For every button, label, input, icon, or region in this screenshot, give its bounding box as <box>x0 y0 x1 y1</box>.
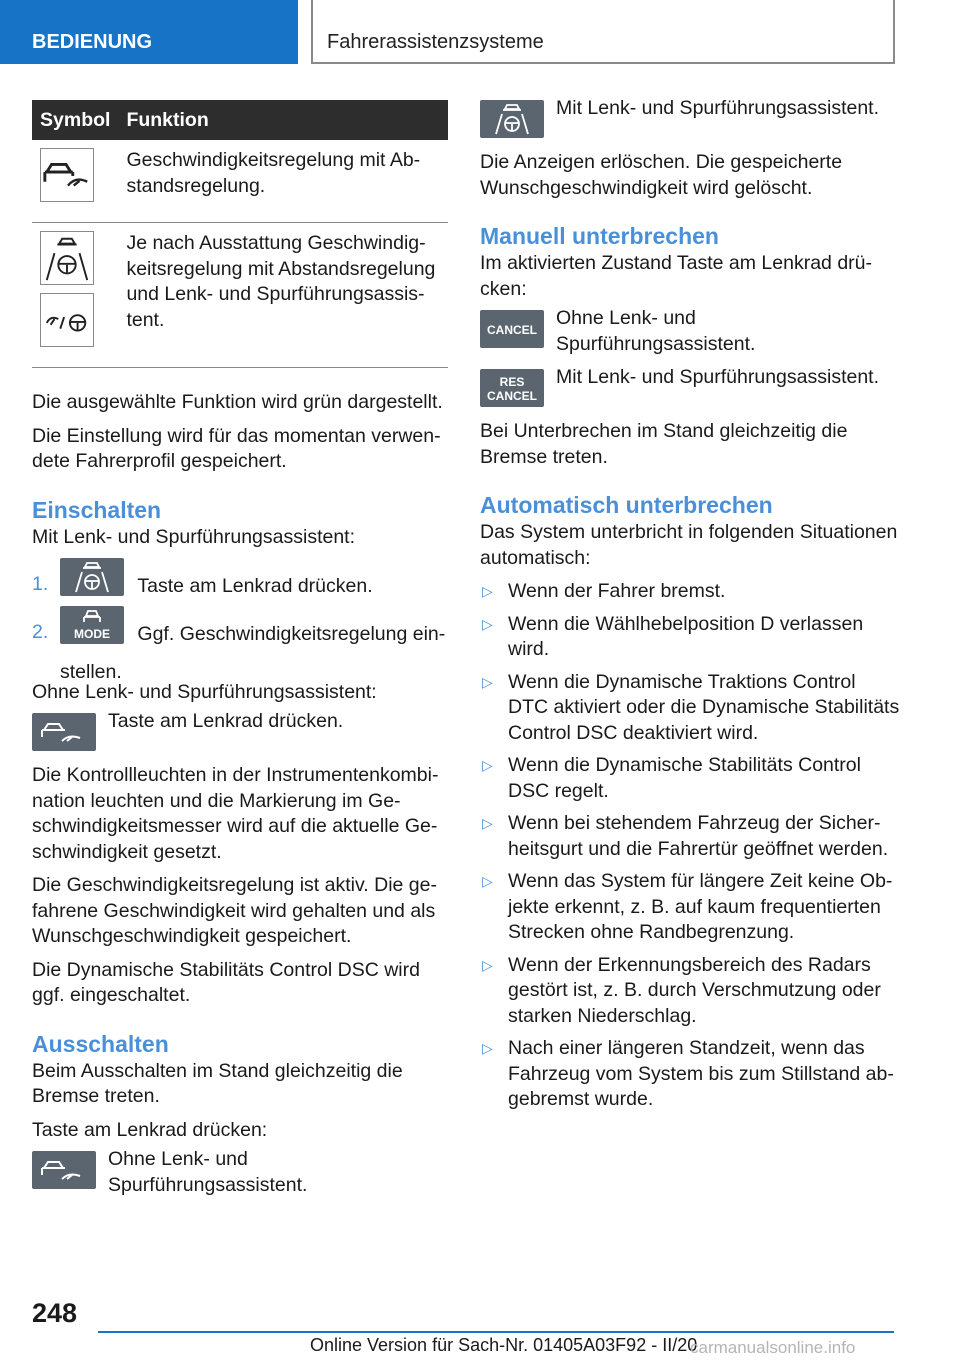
bullet-text: Wenn bei stehendem Fahrzeug der Sicher-heitsgurt und die Fahrertür geöffnet werden. <box>508 812 889 860</box>
res-cancel-button-icon <box>480 369 544 407</box>
acc-steering-icon <box>40 293 94 347</box>
bullet-text: Wenn die Dynamische Traktions Control DTC aktiviert oder die Dynamische Stabilitäts Control DSC deaktiviert wird. <box>508 670 900 744</box>
footer-online-version: Online Version für Sach-Nr. 01405A03F92 - II/20 <box>310 1335 698 1355</box>
steering-assist-button-icon <box>480 100 544 138</box>
acc-distance-icon <box>40 148 94 202</box>
page-number: 248 <box>32 1298 78 1328</box>
triangle-bullet-icon: ▷ <box>482 1040 493 1056</box>
paragraph: Taste am Lenkrad drücken: <box>32 1118 268 1141</box>
row-text: Mit Lenk- und Spurführungsassistent. <box>556 97 880 119</box>
paragraph: Bei Unterbrechen im Stand gleichzeitig die Bremse treten. <box>480 420 848 468</box>
bullet-text: Nach einer längeren Standzeit, wenn das Fahrzeug vom System bis zum Stillstand ab-gebremst wurde. <box>508 1037 894 1110</box>
function-cell: Geschwindigkeitsregelung mit Ab-standsregelung. <box>118 140 448 223</box>
col-symbol-header: Symbol <box>32 100 118 140</box>
icon-row <box>480 97 900 138</box>
list-item <box>480 579 900 605</box>
list-item <box>480 953 900 1030</box>
bullet-text: Wenn die Dynamische Stabilitäts Control DSC regelt. <box>508 754 861 802</box>
paragraph: Die Geschwindigkeitsregelung ist aktiv. Die ge-fahrene Geschwindigkeit wird gehalten und als Wunschgeschwindigkeit gespeichert. <box>32 874 437 947</box>
symbol-cell <box>32 140 118 223</box>
icon-row <box>32 710 448 751</box>
footer-divider <box>98 1331 894 1333</box>
bullet-text: Wenn die Wählhebelposition D verlassen wird. <box>508 612 864 660</box>
list-item <box>480 753 900 804</box>
steps-list <box>32 558 448 683</box>
paragraph: Die ausgewählte Funktion wird grün dargestellt. <box>32 391 443 413</box>
list-item <box>480 612 900 663</box>
right-column <box>480 97 900 1120</box>
step-text: Taste am Lenkrad drücken. <box>137 575 373 597</box>
heading-ausschalten: Ausschalten <box>32 1030 169 1057</box>
mode-label: MODE <box>74 627 110 641</box>
watermark: carmanualsonline.info <box>690 1338 856 1357</box>
acc-button-icon <box>32 1151 96 1189</box>
row-text: Taste am Lenkrad drücken. <box>108 710 344 732</box>
symbol-table <box>32 100 448 368</box>
step-text: Ggf. Geschwindigkeitsregelung ein-stellen. <box>60 623 446 683</box>
triangle-bullet-icon: ▷ <box>482 956 493 973</box>
step-number: 2. <box>32 621 49 643</box>
list-item <box>32 558 448 596</box>
triangle-bullet-icon: ▷ <box>482 815 493 831</box>
paragraph: Die Einstellung wird für das momentan verwen-dete Fahrerprofil gespeichert. <box>32 424 441 472</box>
triangle-bullet-icon: ▷ <box>482 673 493 690</box>
table-row <box>32 140 448 223</box>
list-item <box>32 606 448 683</box>
col-function-header: Funktion <box>118 100 448 140</box>
steering-assist-button-icon <box>60 558 124 596</box>
steering-assist-icon <box>40 231 94 285</box>
res-label: RES <box>499 375 525 389</box>
heading-manuell: Manuell unterbrechen <box>480 223 719 249</box>
triangle-bullet-icon: ▷ <box>482 583 493 599</box>
cancel-label: CANCEL <box>487 323 537 337</box>
paragraph: Beim Ausschalten im Stand gleichzeitig die Bremse treten. <box>32 1059 403 1107</box>
heading-einschalten: Einschalten <box>32 496 162 523</box>
paragraph: Mit Lenk- und Spurführungsassistent: <box>32 525 356 548</box>
function-cell: Je nach Ausstattung Geschwindig-keitsregelung mit Abstandsregelung und Lenk- und Spurführungsassis-tent. <box>118 223 448 368</box>
triangle-bullet-icon: ▷ <box>482 615 493 632</box>
heading-automatisch: Automatisch unterbrechen <box>480 492 773 518</box>
table-row <box>32 223 448 368</box>
acc-button-icon <box>32 713 96 751</box>
bullet-text: Wenn der Erkennungsbereich des Radars gestört ist, z. B. durch Verschmutzung oder starken Niederschlag. <box>508 953 881 1027</box>
icon-row <box>480 307 900 357</box>
row-text: Ohne Lenk- und Spurführungsassistent. <box>556 307 756 355</box>
list-item <box>480 1036 900 1113</box>
icon-row <box>480 366 900 407</box>
paragraph: Die Anzeigen erlöschen. Die gespeicherte Wunschgeschwindigkeit wird gelöscht. <box>480 151 843 199</box>
row-text: Ohne Lenk- und Spurführungsassistent. <box>108 1148 308 1196</box>
paragraph: Die Kontrollleuchten in der Instrumentenkombi-nation leuchten und die Markierung im Ge-schwindigkeitsmesser wird auf die aktuelle Ge-schwindigkeit gesetzt. <box>32 764 439 863</box>
list-item <box>480 670 900 747</box>
triangle-bullet-icon: ▷ <box>482 757 493 773</box>
symbol-table-header <box>32 100 448 140</box>
res-cancel-label: CANCEL <box>487 389 537 403</box>
paragraph: Im aktivierten Zustand Taste am Lenkrad drü-cken: <box>480 252 872 300</box>
paragraph: Das System unterbricht in folgenden Situationen automatisch: <box>480 521 898 569</box>
chapter-title: Fahrerassistenzsysteme <box>311 0 895 64</box>
section-tab: BEDIENUNG <box>0 0 298 64</box>
triangle-bullet-icon: ▷ <box>482 873 493 889</box>
bullet-list <box>480 579 900 1113</box>
step-number: 1. <box>32 573 49 595</box>
page-header <box>0 0 960 66</box>
list-item <box>480 869 900 946</box>
icon-row <box>32 1148 448 1198</box>
paragraph: Ohne Lenk- und Spurführungsassistent: <box>32 680 377 703</box>
paragraph: Die Dynamische Stabilitäts Control DSC wird ggf. eingeschaltet. <box>32 958 420 1006</box>
bullet-text: Wenn das System für längere Zeit keine Ob-jekte erkennt, z. B. auf kaum frequentierten Strecken ohne Randbegrenzung. <box>508 870 893 943</box>
left-column <box>32 100 448 1210</box>
row-text: Mit Lenk- und Spurführungsassistent. <box>556 366 880 388</box>
symbol-cell <box>32 223 118 368</box>
list-item <box>480 811 900 862</box>
mode-button-icon <box>60 606 124 644</box>
cancel-button-icon <box>480 310 544 348</box>
bullet-text: Wenn der Fahrer bremst. <box>508 580 726 602</box>
